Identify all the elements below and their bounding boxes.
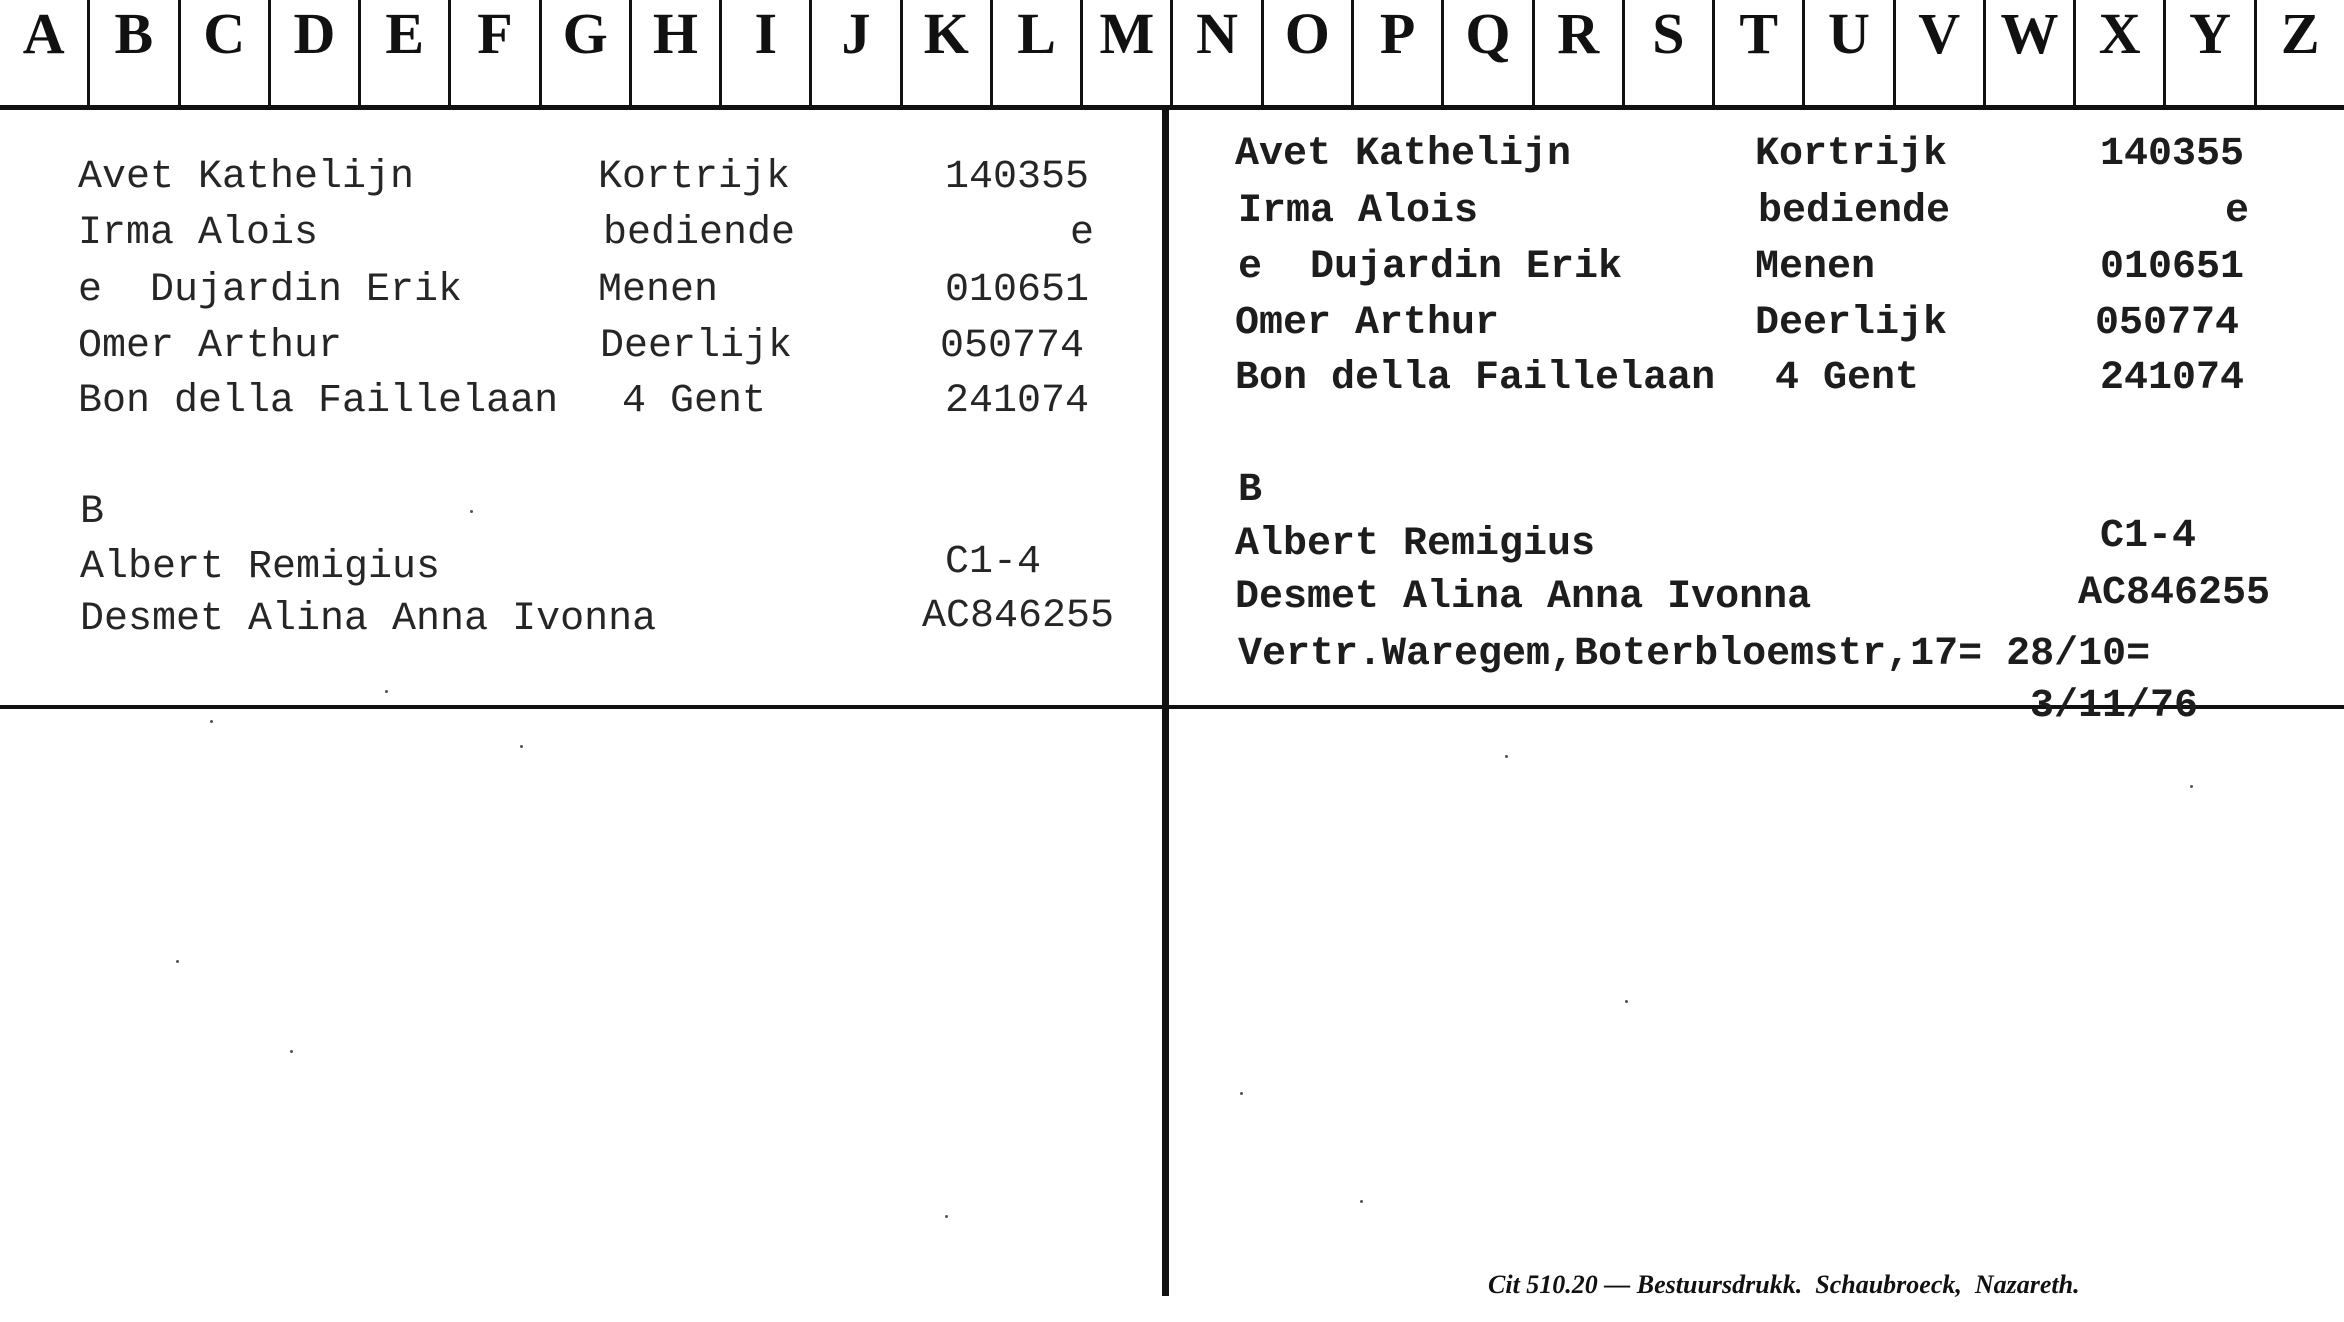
scan-speck — [176, 960, 179, 963]
index-letter-o: O — [1264, 0, 1354, 105]
index-letter-q: Q — [1444, 0, 1534, 105]
right-section-letter: B — [1238, 468, 1263, 513]
left-line-2-place: bediende — [603, 211, 796, 256]
scan-speck — [2190, 785, 2193, 788]
left-entry-2-code: AC846255 — [922, 594, 1115, 639]
left-line-3-code: 010651 — [945, 268, 1090, 313]
index-letter-l: L — [993, 0, 1083, 105]
right-line-1-code: 140355 — [2100, 132, 2245, 177]
scan-speck — [385, 690, 388, 693]
left-line-3-place: Menen — [598, 268, 719, 313]
alphabet-index-strip — [0, 0, 2344, 110]
left-line-4-name: Omer Arthur — [78, 324, 343, 369]
right-entry-1-name: Albert Remigius — [1235, 522, 1596, 567]
right-line-3-code: 010651 — [2100, 245, 2245, 290]
right-line-3-place: Menen — [1755, 245, 1876, 290]
index-letter-y: Y — [2166, 0, 2256, 105]
left-entry-2-name: Desmet Alina Anna Ivonna — [80, 597, 657, 642]
left-line-3-name: e Dujardin Erik — [78, 268, 463, 313]
right-line-5-code: 241074 — [2100, 356, 2245, 401]
left-section-letter: B — [80, 490, 105, 535]
index-letter-k: K — [903, 0, 993, 105]
right-line-4-code: 050774 — [2095, 301, 2240, 346]
index-letter-i: I — [722, 0, 812, 105]
left-line-1-place: Kortrijk — [598, 155, 791, 200]
left-line-5-name: Bon della Faillelaan — [78, 379, 559, 424]
right-line-5-name: Bon della Faillelaan — [1235, 356, 1716, 401]
right-line-4-name: Omer Arthur — [1235, 301, 1500, 346]
left-line-5-code: 241074 — [945, 379, 1090, 424]
index-letter-s: S — [1625, 0, 1715, 105]
left-line-4-place: Deerlijk — [600, 324, 793, 369]
right-date-line: 3/11/76 — [2030, 684, 2199, 729]
index-letter-d: D — [271, 0, 361, 105]
right-line-3-name: e Dujardin Erik — [1238, 245, 1623, 290]
right-line-5-place: 4 Gent — [1775, 356, 1920, 401]
index-letter-j: J — [812, 0, 902, 105]
right-line-2-code: e — [2225, 189, 2250, 234]
right-line-2-place: bediende — [1758, 189, 1951, 234]
index-letter-n: N — [1173, 0, 1263, 105]
index-letter-a: A — [0, 0, 90, 105]
left-line-1-code: 140355 — [945, 155, 1090, 200]
right-entry-2-name: Desmet Alina Anna Ivonna — [1235, 575, 1812, 620]
scan-speck — [470, 510, 473, 513]
index-letter-g: G — [542, 0, 632, 105]
left-line-2-code: e — [1070, 211, 1095, 256]
index-letter-v: V — [1896, 0, 1986, 105]
left-line-1-name: Avet Kathelijn — [78, 155, 415, 200]
left-line-4-code: 050774 — [940, 324, 1085, 369]
horizontal-divider — [0, 705, 2344, 709]
index-letter-z: Z — [2280, 1, 2320, 66]
right-entry-2-code: AC846255 — [2078, 571, 2271, 616]
right-line-1-place: Kortrijk — [1755, 132, 1948, 177]
scan-speck — [1505, 755, 1508, 758]
left-entry-1-name: Albert Remigius — [80, 545, 441, 590]
right-line-2-name: Irma Alois — [1238, 189, 1479, 234]
index-letter-m: M — [1083, 0, 1173, 105]
index-letter-p: P — [1354, 0, 1444, 105]
scan-speck — [1240, 1092, 1243, 1095]
index-letter-t: T — [1715, 0, 1805, 105]
printer-imprint: Cit 510.20 — Bestuursdrukk. Schaubroeck, Nazareth. — [1488, 1270, 2080, 1299]
index-letter-e: E — [361, 0, 451, 105]
scan-speck — [520, 745, 523, 748]
right-line-4-place: Deerlijk — [1755, 301, 1948, 346]
left-entry-1-code: C1-4 — [945, 540, 1042, 585]
right-line-1-name: Avet Kathelijn — [1235, 132, 1572, 177]
index-letter-x: X — [2076, 0, 2166, 105]
index-letter-r: R — [1535, 0, 1625, 105]
right-entry-1-code: C1-4 — [2100, 514, 2197, 559]
index-letter-h: H — [632, 0, 722, 105]
index-letter-b: B — [90, 0, 180, 105]
scan-speck — [210, 720, 213, 723]
index-letter-w: W — [1986, 0, 2076, 105]
scan-speck — [1625, 1000, 1628, 1003]
right-address-line: Vertr.Waregem,Boterbloemstr,17= 28/10= — [1238, 632, 2151, 677]
left-line-5-place: 4 Gent — [622, 379, 767, 424]
scan-speck — [945, 1215, 948, 1218]
scan-speck — [1360, 1200, 1363, 1203]
index-letter-u: U — [1805, 0, 1895, 105]
index-letter-f: F — [451, 0, 541, 105]
index-letter-c: C — [181, 0, 271, 105]
vertical-divider — [1162, 108, 1169, 1296]
left-line-2-name: Irma Alois — [78, 211, 319, 256]
scan-speck — [290, 1050, 293, 1053]
